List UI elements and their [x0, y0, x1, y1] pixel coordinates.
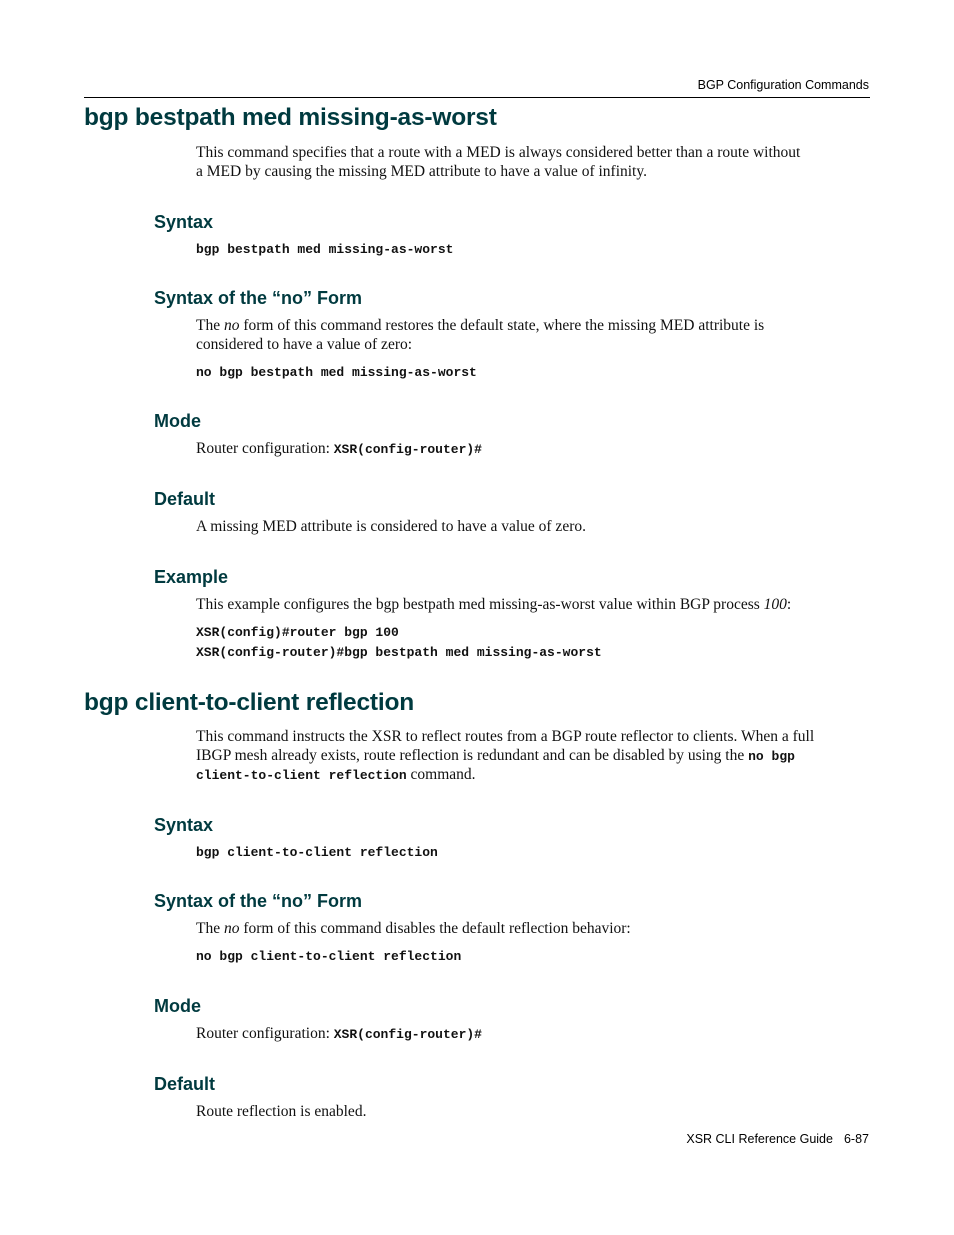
- section2-default-heading: Default: [154, 1074, 216, 1094]
- section2-mode-prompt: XSR(config-router)#: [333, 1027, 482, 1042]
- section1-example-heading: Example: [154, 567, 229, 587]
- section1-mode-heading: Mode: [154, 411, 201, 431]
- running-header: BGP Configuration Commands: [697, 78, 869, 92]
- section2-noform-heading: Syntax of the “no” Form: [154, 891, 363, 911]
- section1-intro-line1: This command specifies that a route with a MED is always considered better than a route without: [196, 144, 801, 161]
- section2-noform-text: The no form of this command disables the default reflection behavior:: [196, 920, 631, 937]
- header-rule: [84, 97, 870, 98]
- section1-syntax-heading: Syntax: [154, 212, 214, 232]
- section1-intro-line2: a MED by causing the missing MED attribute to have a value of infinity.: [196, 163, 647, 180]
- section2-mode-text: Router configuration: XSR(config-router)#: [196, 1025, 482, 1042]
- section2-intro-line1: This command instructs the XSR to reflect routes from a BGP route reflector to clients. When a full: [196, 728, 815, 745]
- section-title-client-to-client: bgp client-to-client reflection: [84, 689, 415, 716]
- section1-default-heading: Default: [154, 489, 216, 509]
- section1-default-text: A missing MED attribute is considered to have a value of zero.: [196, 518, 586, 535]
- section1-noform-heading: Syntax of the “no” Form: [154, 288, 363, 308]
- section1-example-code-line1: XSR(config)#router bgp 100: [196, 625, 399, 640]
- section1-noform-text-line2: considered to have a value of zero:: [196, 336, 413, 353]
- section2-mode-heading: Mode: [154, 996, 201, 1016]
- section1-example-code-line2: XSR(config-router)#bgp bestpath med missing-as-worst: [196, 645, 602, 660]
- section1-noform-text: The no form of this command restores the default state, where the missing MED attribute is: [196, 317, 765, 334]
- section1-noform-code: no bgp bestpath med missing-as-worst: [196, 365, 477, 380]
- section2-syntax-heading: Syntax: [154, 815, 214, 835]
- footer-guide-title: XSR CLI Reference Guide: [686, 1132, 833, 1146]
- section2-syntax-code: bgp client-to-client reflection: [196, 845, 438, 860]
- section1-mode-prompt: XSR(config-router)#: [333, 442, 482, 457]
- section2-default-text: Route reflection is enabled.: [196, 1103, 367, 1120]
- page-number: 6-87: [843, 1132, 869, 1146]
- section1-mode-text: Router configuration: XSR(config-router)#: [196, 440, 482, 457]
- running-footer: [686, 1132, 869, 1146]
- section2-noform-code: no bgp client-to-client reflection: [196, 949, 462, 964]
- section-title-bestpath: bgp bestpath med missing-as-worst: [84, 104, 497, 131]
- section1-syntax-code: bgp bestpath med missing-as-worst: [196, 242, 454, 257]
- section1-example-text: This example configures the bgp bestpath med missing-as-worst value within BGP process 100:: [196, 596, 792, 613]
- section2-intro-line2: IBGP mesh already exists, route reflection is redundant and can be disabled by using the no bgp: [196, 747, 795, 764]
- section2-intro-line3: client-to-client reflection command.: [196, 766, 476, 783]
